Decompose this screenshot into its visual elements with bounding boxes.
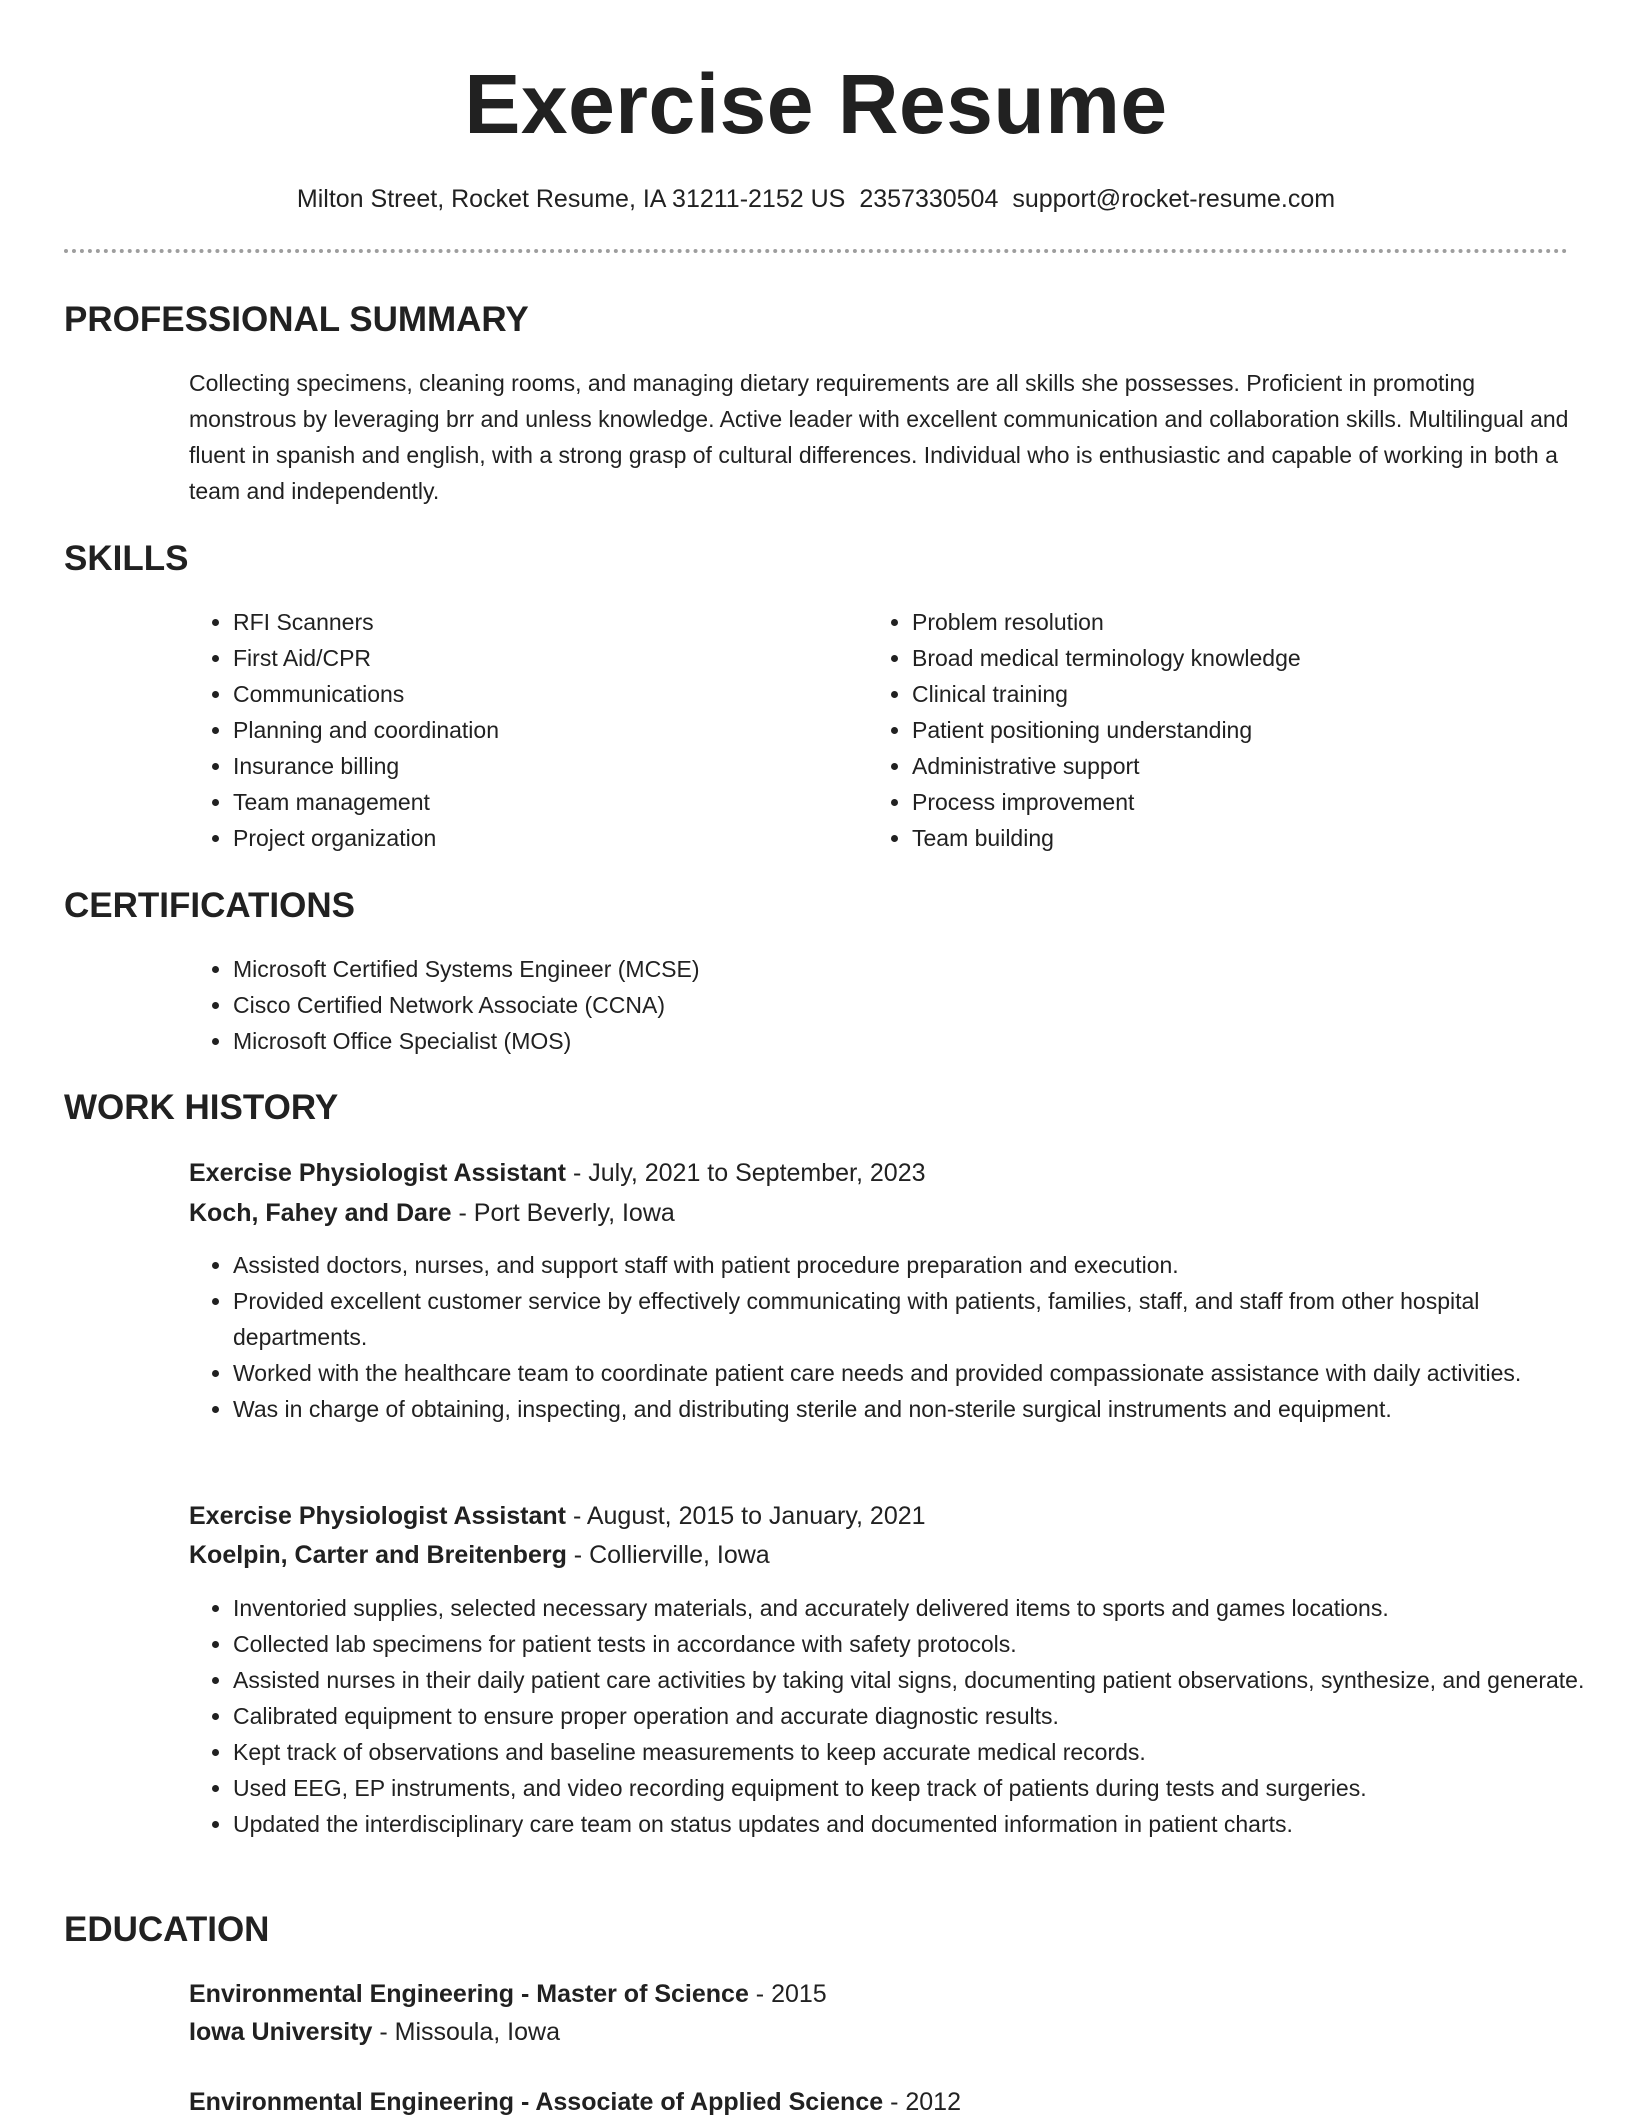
- job-duty: • Provided excellent customer service by effectively communicating with patients, families, staff, and staff from other hospital departments.: [233, 1283, 1573, 1355]
- job-title-line: [189, 1498, 926, 1534]
- contact-line: [0, 182, 1632, 216]
- job-title: Exercise Physiologist Assistant: [189, 1159, 567, 1187]
- job-company: Koch, Fahey and Dare: [189, 1199, 452, 1227]
- skills-heading: SKILLS: [64, 539, 189, 578]
- education-location: - Missoula, Iowa: [372, 2018, 560, 2046]
- resume-title: Exercise Resume: [464, 57, 1168, 151]
- skill-item: • Project organization: [233, 820, 833, 856]
- education-school: Iowa University: [189, 2018, 373, 2046]
- skill-item: • RFI Scanners: [233, 604, 833, 640]
- summary-text: Collecting specimens, cleaning rooms, and managing dietary requirements are all skills she possesses. Proficient in promoting monstrous by leveraging brr and unless knowledge. Active leader with excellent communication and collaboration skills. Multilingual and fluent in spanish and english, with a strong grasp of cultural differences. Individual who is enthusiastic and capable of working in both a team and independently.: [189, 370, 1569, 504]
- summary-heading: PROFESSIONAL SUMMARY: [64, 300, 529, 339]
- job-duty: • Assisted doctors, nurses, and support staff with patient procedure preparation and execution.: [233, 1247, 1573, 1283]
- certifications-list: [189, 951, 1553, 1059]
- job-duty: • Collected lab specimens for patient tests in accordance with safety protocols.: [233, 1626, 1593, 1662]
- job-duties-list: [189, 1590, 1593, 1842]
- certification-item: • Microsoft Office Specialist (MOS): [233, 1023, 1553, 1059]
- skill-item: • Planning and coordination: [233, 712, 833, 748]
- education-year: - 2012: [883, 2088, 961, 2116]
- work-history-heading: WORK HISTORY: [64, 1088, 339, 1127]
- skill-item: • Insurance billing: [233, 748, 833, 784]
- education-school-line: [189, 2014, 560, 2050]
- skill-item: • Team building: [912, 820, 1552, 856]
- education-degree-line: [189, 1976, 827, 2012]
- job-dates: - July, 2021 to September, 2023: [566, 1159, 926, 1187]
- job-location: - Port Beverly, Iowa: [451, 1199, 675, 1227]
- job-company: Koelpin, Carter and Breitenberg: [189, 1541, 567, 1569]
- job-duty: • Inventoried supplies, selected necessary materials, and accurately delivered items to sports and games locations.: [233, 1590, 1593, 1626]
- skills-list-right: [868, 604, 1552, 856]
- contact-phone: 2357330504: [859, 185, 999, 213]
- skill-item: • First Aid/CPR: [233, 640, 833, 676]
- job-title: Exercise Physiologist Assistant: [189, 1502, 567, 1530]
- skill-item: • Administrative support: [912, 748, 1552, 784]
- job-duty: • Was in charge of obtaining, inspecting, and distributing sterile and non-sterile surgical instruments and equipment.: [233, 1391, 1573, 1427]
- job-duty: • Updated the interdisciplinary care team on status updates and documented information in patient charts.: [233, 1806, 1593, 1842]
- skill-item: • Process improvement: [912, 784, 1552, 820]
- job-title-line: [189, 1155, 926, 1191]
- education-degree-line: [189, 2084, 961, 2120]
- job-location: - Collierville, Iowa: [566, 1541, 770, 1569]
- job-duties-list: [189, 1247, 1573, 1427]
- job-duty: • Worked with the healthcare team to coordinate patient care needs and provided compassionate assistance with daily activities.: [233, 1355, 1573, 1391]
- job-duty: • Used EEG, EP instruments, and video recording equipment to keep track of patients during tests and surgeries.: [233, 1770, 1593, 1806]
- certification-item: • Microsoft Certified Systems Engineer (MCSE): [233, 951, 1553, 987]
- job-dates: - August, 2015 to January, 2021: [566, 1502, 926, 1530]
- education-year: - 2015: [748, 1980, 827, 2008]
- header-divider: [64, 249, 1568, 253]
- skills-list-left: [189, 604, 833, 856]
- skill-item: • Problem resolution: [912, 604, 1552, 640]
- skill-item: • Team management: [233, 784, 833, 820]
- job-duty: • Assisted nurses in their daily patient care activities by taking vital signs, documenting patient observations, synthesize, and generate.: [233, 1662, 1593, 1698]
- contact-email[interactable]: support@rocket-resume.com: [1012, 185, 1336, 213]
- job-company-line: [189, 1195, 675, 1231]
- contact-address: Milton Street, Rocket Resume, IA 31211-2152 US: [296, 185, 846, 213]
- skill-item: • Broad medical terminology knowledge: [912, 640, 1552, 676]
- skill-item: • Communications: [233, 676, 833, 712]
- job-duty: • Calibrated equipment to ensure proper operation and accurate diagnostic results.: [233, 1698, 1593, 1734]
- certification-item: • Cisco Certified Network Associate (CCNA): [233, 987, 1553, 1023]
- education-degree: Environmental Engineering - Master of Science: [189, 1980, 749, 2008]
- certifications-heading: CERTIFICATIONS: [64, 886, 356, 925]
- education-heading: EDUCATION: [64, 1910, 270, 1949]
- job-company-line: [189, 1537, 770, 1573]
- skill-item: • Patient positioning understanding: [912, 712, 1552, 748]
- education-degree: Environmental Engineering - Associate of Applied Science: [189, 2088, 884, 2116]
- job-duty: • Kept track of observations and baseline measurements to keep accurate medical records.: [233, 1734, 1593, 1770]
- skill-item: • Clinical training: [912, 676, 1552, 712]
